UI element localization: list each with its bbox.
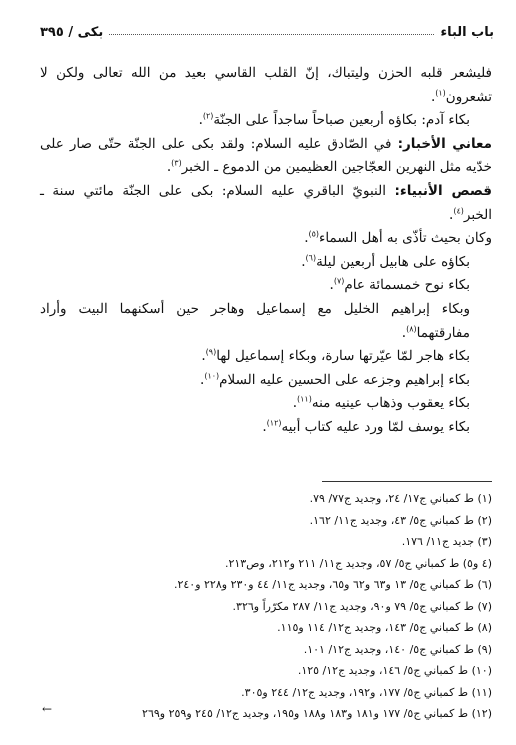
footnote-ref: (١٠) (204, 371, 220, 381)
footnote-ref: (٣) (171, 158, 182, 168)
footnote-ref: (٨) (406, 324, 417, 334)
footnotes (40, 488, 492, 725)
continuation-arrow-icon: ← (42, 702, 53, 716)
footnote-ref: (٢) (202, 111, 214, 121)
footnote-ref: (٥) (308, 229, 320, 239)
paragraph-yusuf: بكاء يوسف لمّا ورد عليه كتاب أبيه$^{(١٢)}$. (262, 418, 470, 435)
chapter-title: باب الباء (440, 25, 494, 40)
paragraph-qisas-anbiya: قصص الأنبياء: النبويّ الباقري عليه السلام: بكى على الجنّة مائتي سنة ـ الخبر$^{(٤)}$. (40, 182, 492, 223)
footnote-ref: (٦) (305, 253, 317, 263)
paragraph-habil: بكاؤه على هابيل أربعين ليلة$^{(٦)}$. (301, 253, 470, 270)
paragraph-5: وكان بحيث تأذّى به أهل السماء$^{(٥)}$. (304, 229, 492, 247)
footnote: (٩) ط كمباني ج٥/ ١٤٠، وجديد ج١٢/ ١٠١. (303, 642, 492, 656)
footnote: (١٢) ط كمباني ج٥/ ١٧٧ و١٨١ و١٨٣ و١٨٨ و١٩٥، وجديد ج١٢/ ٢٤٥ و٢٥٩ و٢٦٩ (142, 707, 492, 720)
footnote: (٧) ط كمباني ج٥/ ٧٩ و٩٠، وجديد ج١١/ ٢٨٧ مكرّراً و٣٢٦. (232, 599, 492, 613)
footnote: (١٠) ط كمباني ج٥/ ١٤٦، وجديد ج١٢/ ١٢٥. (297, 664, 492, 677)
footnote-ref: (١٢) (266, 418, 282, 428)
footnote-ref: (١) (435, 88, 446, 98)
footnote-ref: (٧) (333, 276, 345, 286)
source-label: معاني الأخبار: (397, 135, 492, 152)
footnote: (٤ و٥) ط كمباني ج٥/ ٥٧، وجديد ج١١/ ٢١١ و٢١٢، وص٢١٣. (224, 556, 492, 570)
main-text (40, 62, 492, 440)
running-header (40, 18, 494, 40)
paragraph-yaqub: بكاء يعقوب وذهاب عينيه منه$^{(١١)}$. (292, 394, 470, 412)
paragraph-ibrahim: وبكاء إبراهيم الخليل مع إسماعيل وهاجر حين أسكنهما البيت وأراد مفارقتهما$^{(٨)}$. (40, 300, 470, 341)
footnote-ref: (٩) (205, 347, 217, 357)
paragraph-1: فليشعر قلبه الحزن وليتباك، إنّ القلب القاسي بعيد من الله تعالى ولكن لا تشعرون$^{(١)}$. (40, 65, 492, 105)
footnote: (٦) ط كمباني ج٥/ ١٣ و٦٣ و٦٢ و٦٥، وجديد ج١١/ ٤٤ و٢٣٠ و٢٢٨ و٢٤٠. (173, 578, 492, 591)
page-number: بكى / ٣٩٥ (40, 25, 104, 40)
footnote-ref: (٤) (453, 206, 464, 216)
footnote: (١) ط كمباني ج١٧/ ٢٤، وجديد ج٧٧/ ٧٩. (309, 492, 492, 505)
footnote-separator (322, 481, 492, 482)
footnote: (٢) ط كمباني ج٥/ ٤٣، وجديد ج١١/ ١٦٢. (309, 513, 492, 527)
paragraph-adam-weeping: بكاء آدم: بكاؤه أربعين صباحاً ساجداً على الجنّة$^{(٢)}$. (198, 111, 470, 129)
footnote: (٣) جديد ج١١/ ١٧٦. (401, 535, 492, 548)
paragraph-hajar: بكاء هاجر لمّا عيّرتها سارة، وبكاء إسماعيل لها$^{(٩)}$. (201, 347, 470, 365)
header-dot-leader (109, 34, 434, 35)
paragraph-ibrahim-husayn: بكاء إبراهيم وجزعه على الحسين عليه السلام$^{(١٠)}$. (200, 371, 470, 388)
source-label: قصص الأنبياء: (394, 182, 492, 199)
paragraph-maani-akhbar: معاني الأخبار: في الصّادق عليه السلام: ولقد بكى على الجنّة حتّى صار على خدّيه مثل النهرين العجّاجين العظيمين من الدموع ـ الخبر$^{(٣)}$. (40, 135, 492, 176)
footnote-ref: (١١) (297, 394, 312, 404)
paragraph-nuh: بكاء نوح خمسمائة عام$^{(٧)}$. (329, 276, 470, 294)
footnote: (٨) ط كمباني ج٥/ ١٤٣، وجديد ج١٢/ ١١٤ و١١٥. (277, 621, 492, 634)
footnote: (١١) ط كمباني ج٥/ ١٧٧، و١٩٢، وجديد ج١٢/ ٢٤٤ و٣٠٥. (241, 685, 492, 699)
